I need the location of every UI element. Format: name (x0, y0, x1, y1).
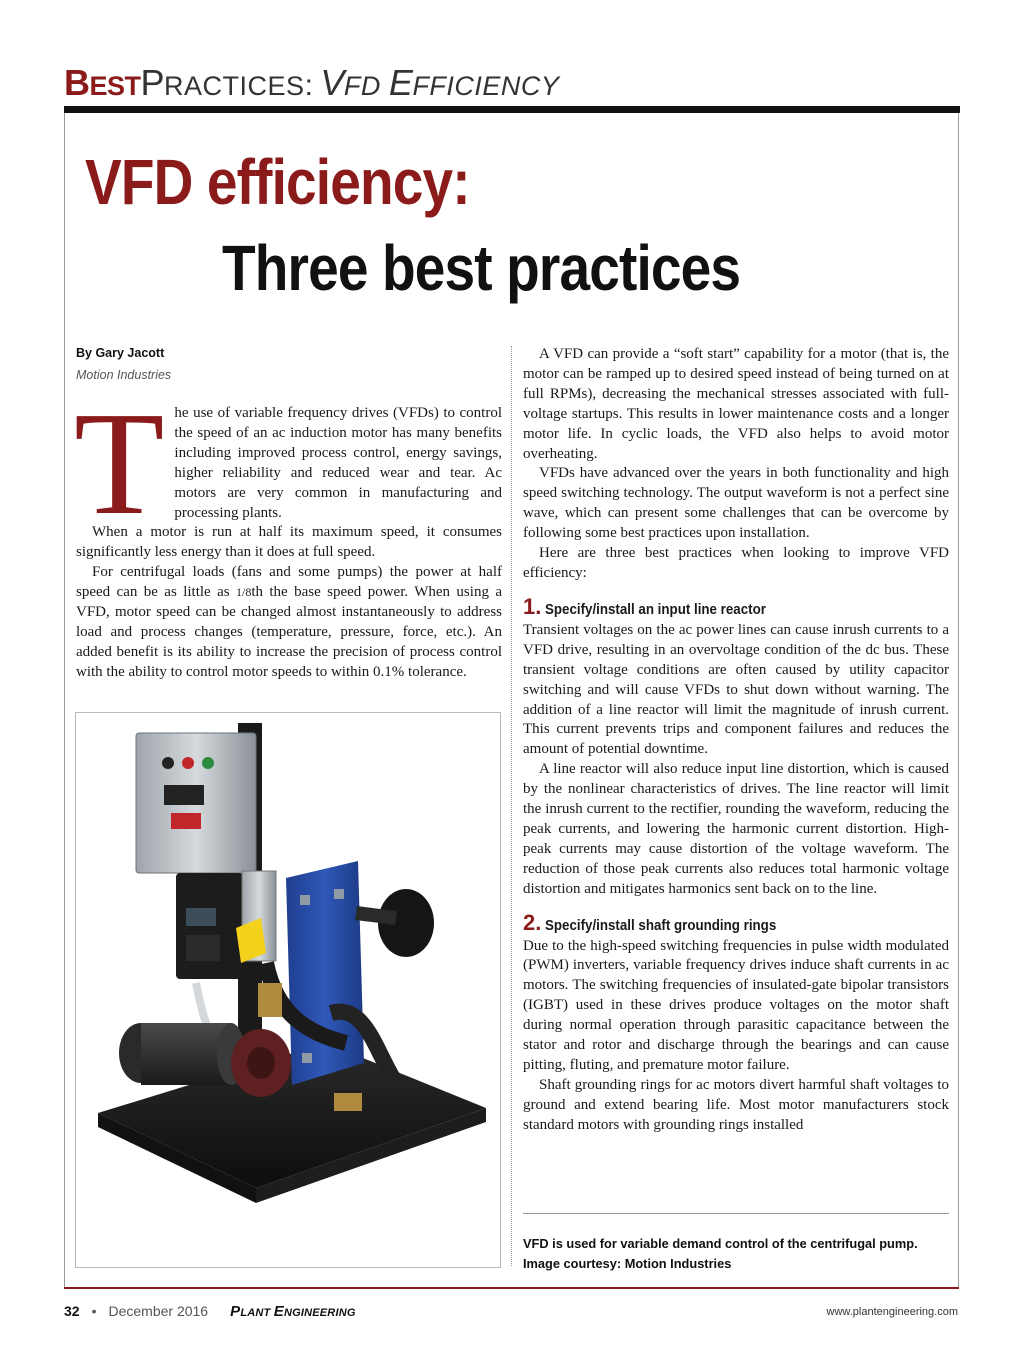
footer-bullet: • (91, 1303, 97, 1319)
magazine-rest-2: NGINEERING (283, 1307, 356, 1319)
section-header-separator: : (304, 69, 313, 102)
subhead-title: Specify/install shaft grounding rings (545, 917, 777, 934)
intro-paragraph-text: he use of variable frequency drives (VFDs) to control the speed of an ac induction motor has many benefits including improved process control, energy savings, higher reliability and reduced wear and tear. Ac motors are very common in manufacturing and processing plants. (174, 405, 502, 521)
body-paragraph: Due to the high-speed switching frequencies in pulse width modulated (PWM) inverters, variable frequency drives induce shaft currents in ac motors. The switching frequencies of insulated-gate bipolar transistors (IGBT) used in these drives produce voltages on the motor shaft during normal operation through parasitic capacitance between the stator and rotor and discharge through the bearings and can cause pitting, fluting, and premature motor failure. (523, 937, 949, 1073)
magazine-initial-2: E (273, 1303, 284, 1320)
body-text: th the base speed power. When using a VFD, motor speed can be changed almost instantaneously to address load and process changes (temperature, pressure, force, etc.). An added benefit is its ability to increase the precision of process control with the ability to control motor speeds to within 0.1% tolerance. (76, 584, 502, 680)
body-paragraph (76, 563, 502, 682)
body-paragraph: When a motor is run at half its maximum speed, it consumes significantly less energy than it does at full speed. (76, 524, 502, 561)
section-header-practices-rest: RACTICES (164, 71, 305, 101)
left-column (74, 382, 502, 683)
fraction-one-eighth: 1/8 (235, 585, 252, 600)
body-paragraph: VFDs have advanced over the years in both functionality and high speed switching technology. The output waveform is not a perfect sine wave, which can present some challenges that can be overcome by following some best practices upon installation. (523, 465, 949, 542)
section-header-best-initial: B (64, 62, 90, 103)
magazine-rest-1: LANT (240, 1307, 274, 1319)
pump-skid-illustration (76, 713, 501, 1268)
section-header-practices-initial: P (140, 62, 165, 103)
body-text: For centrifugal loads (fans and some pumps) the power at half speed can be as little as (76, 564, 502, 601)
body-paragraph: Transient voltages on the ac power lines can cause inrush currents to a VFD drive, resulting in an overvoltage condition of the dc bus. These transient voltage conditions are often caused by utility capacitor switching and will cause VFDs to shut down without warning. The addition of a line reactor will limit the magnitude of inrush current. This current prevents trips and component failures and reduces the amount of potential downtime. (523, 621, 949, 758)
page-number: 32 (64, 1303, 80, 1319)
body-paragraph: Here are three best practices when looking to improve VFD efficiency: (523, 545, 949, 581)
subhead-practice-2 (523, 909, 949, 937)
subhead-practice-1 (523, 593, 949, 621)
section-header-topic-rest-2: FFICIENCY (412, 71, 560, 101)
section-header-best-rest: EST (89, 71, 141, 101)
body-paragraph: A line reactor will also reduce input line distortion, which is caused by the nonlinear characteristics of drives. The line reactor will limit the inrush current to the rectifier, rounding the waveform, reducing the peak currents, and lowering the harmonic current distortion. High-peak currents may cause distortion of the voltage waveform. The reduction of those peak currents also reduces total harmonic voltage distortion and mitigates harmonics sent back on to the line. (523, 761, 949, 897)
magazine-name (230, 1304, 356, 1319)
vfd-pump-photo (75, 712, 501, 1268)
caption-rule (523, 1213, 949, 1214)
section-header-topic-rest-1: FD (343, 71, 389, 101)
photo-caption: VFD is used for variable demand control of the centrifugal pump. Image courtesy: Motion Industries (523, 1236, 918, 1271)
magazine-initial-1: P (230, 1303, 241, 1320)
section-header-topic-initial-2: E (388, 62, 413, 103)
section-header-topic-initial-1: V (320, 62, 344, 103)
column-divider (511, 346, 512, 1266)
body-paragraph: Shaft grounding rings for ac motors divert harmful shaft voltages to ground and extend bearing life. Most motor manufacturers stock standard motors with grounding rings installed (523, 1076, 949, 1133)
drop-cap: T (74, 382, 165, 546)
website-url: www.plantengineering.com (826, 1306, 958, 1318)
article-title-line-2: Three best practices (222, 232, 741, 304)
frame-right-border (958, 113, 959, 1288)
subhead-number: 1. (523, 593, 542, 619)
subhead-title: Specify/install an input line reactor (545, 601, 767, 618)
right-column (523, 345, 949, 1136)
body-paragraph: A VFD can provide a “soft start” capability for a motor (that is, the motor can be ramped up to desired speed instead of being turned on at full RPMs), decreasing the mechanical stresses associated with full-voltage startups. This results in lower maintenance costs and a longer motor life. In cyclic loads, the VFD also helps to avoid motor overheating. (523, 346, 949, 462)
article-title-line-1: VFD efficiency: (85, 146, 470, 218)
subhead-number: 2. (523, 909, 542, 935)
frame-left-border (64, 113, 65, 1288)
byline: By Gary Jacott (76, 346, 165, 360)
section-header (64, 62, 559, 106)
author-affiliation: Motion Industries (76, 368, 172, 382)
page-footer (64, 1303, 356, 1320)
issue-date: December 2016 (108, 1303, 209, 1319)
header-rule (64, 106, 960, 113)
frame-bottom-border (64, 1287, 959, 1289)
